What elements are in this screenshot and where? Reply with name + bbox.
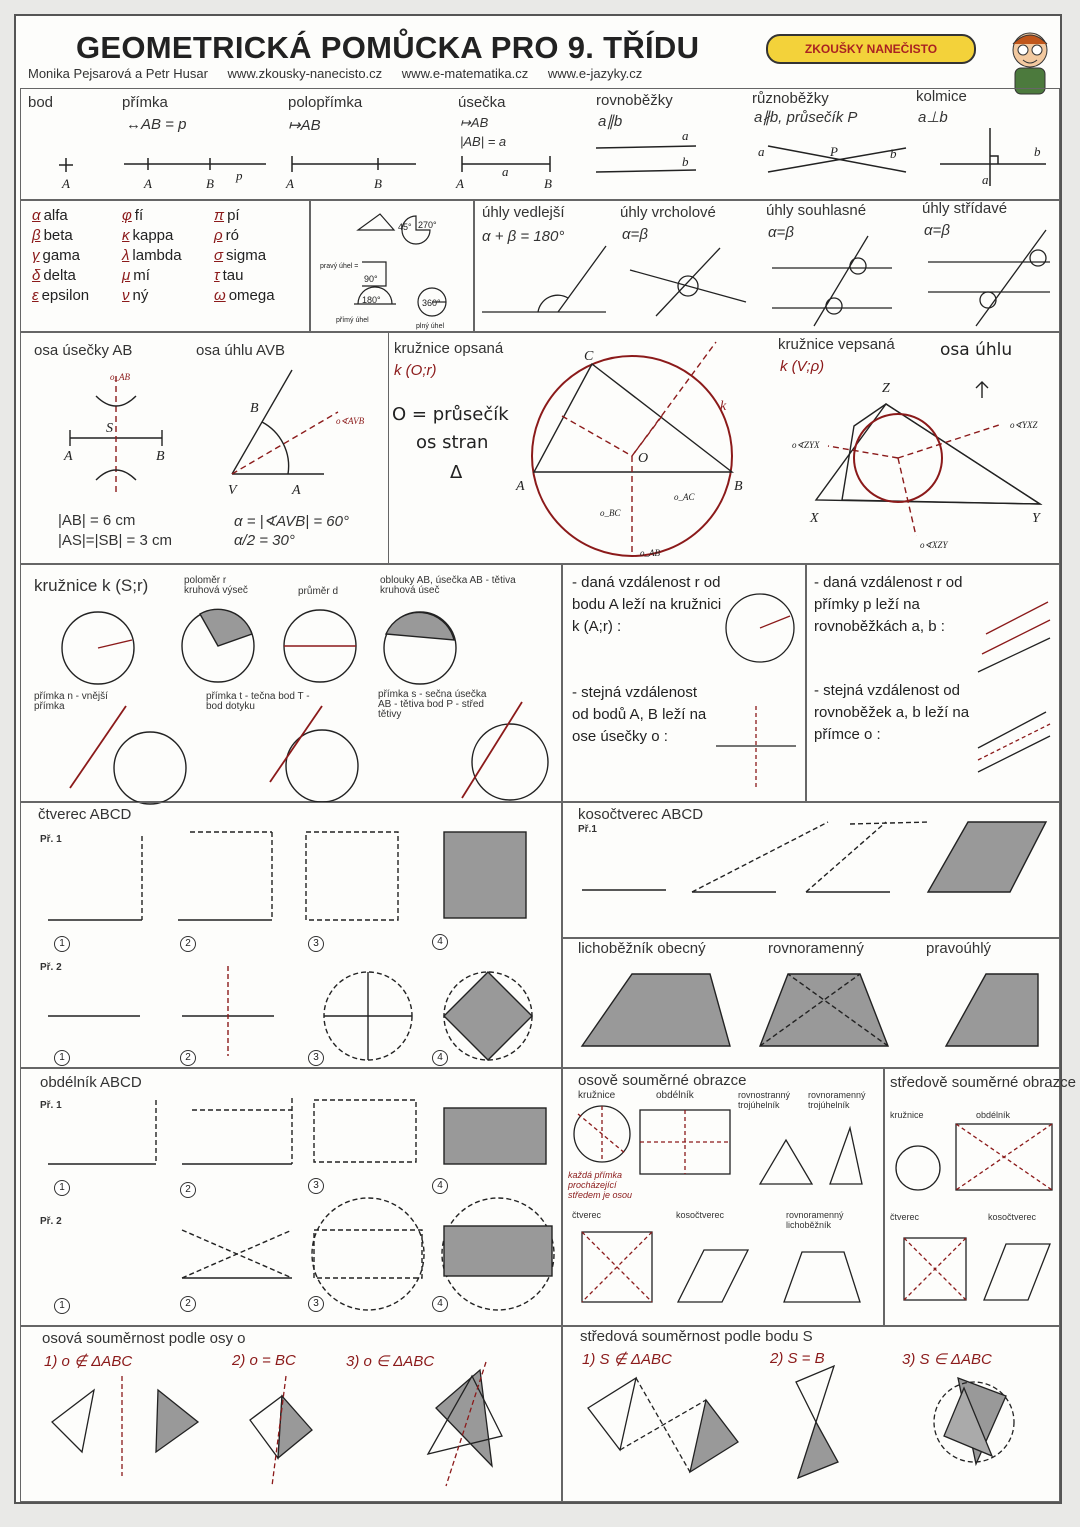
greek-name: fí [134,207,144,224]
osa-uhlu-pt-a: A [292,483,301,498]
uhly-vedlejsi-label: úhly vedlejší [482,204,565,221]
usecka-notation: ↦AB [460,115,489,130]
greek-name: alfa [43,207,68,224]
step-number: 3 [308,1178,324,1194]
greek-name: ný [132,287,149,304]
step-number: 1 [54,1298,70,1314]
uhly-vrcholove-label: úhly vrcholové [620,204,716,221]
kolmice-label: kolmice [916,88,967,105]
stredova-c2: 2) S = B [770,1350,825,1367]
stredova-label: středová souměrnost podle bodu S [580,1328,813,1345]
opsana-pt-b: B [734,479,743,494]
uhly-souhlasne-rule: α=β [768,224,794,241]
poloprimka-notation: ↦AB [288,117,321,134]
opsana-note3: Δ [450,462,463,483]
stredove-label: středově souměrné obrazce [890,1074,1076,1091]
opsana-pt-o: O [638,451,649,466]
opsana-pt-k: k [720,399,727,414]
osova-c2: 2) o = BC [232,1352,296,1369]
polomer-label: poloměr r kruhová výseč [184,575,248,596]
opsana-note1: O = průsečík [392,404,509,425]
primka-pt-p: p [236,168,243,183]
pravy-uhel-label: pravý úhel = [320,263,359,270]
opsana-pt-c: C [584,349,594,364]
rovn-pt-b: b [682,154,689,169]
osa-usecky-label: osa úsečky AB [34,342,133,359]
usecka-label: úsečka [458,94,506,111]
vepsana-o-zyx: o∢ZYX [792,440,820,450]
osa-uhlu-m1: α = |∢AVB| = 60° [234,513,349,530]
osa-uhlu-label: osa úhlu AVB [196,342,285,359]
vepsana-o-yxz: o∢YXZ [1010,420,1038,430]
osa-uhlu-pt-v: V [228,483,237,498]
vzd-primka-text: - daná vzdálenost r od přímky p leží na rovnoběžkách a, b : [814,574,963,635]
usecka-pt-len: a [502,164,509,179]
rovnoramenny-label: rovnoramenný [768,940,864,957]
osa-usecky-pt-a: A [64,449,73,464]
step-number: 2 [180,1296,196,1312]
ruznobezky-label: různoběžky [752,90,829,107]
usecka-pt-b: B [544,176,552,191]
stredove-obdelnik: obdélník [976,1110,1011,1120]
ruzn-pt-a: a [758,144,765,159]
step-number: 2 [180,936,196,952]
link-ejazyky[interactable]: www.e-jazyky.cz [547,66,643,81]
greek-symbol: λ [122,247,130,264]
greek-name: kappa [132,227,174,244]
osova-c3: 3) o ∈ ΔABC [346,1353,435,1370]
polo-pt-b: B [374,176,382,191]
vepsana-label: kružnice vepsaná [778,336,895,353]
greek-name: mí [133,267,150,284]
obdelnik-pr1: Př. 1 [40,1100,62,1111]
bod-label: bod [28,94,54,111]
usecka-pt-a: A [456,176,464,191]
kolmice-notation: a⊥b [918,109,948,126]
step-number: 4 [432,1178,448,1194]
usecka-length: |AB| = a [460,134,507,149]
osa-uhlu-m2: α/2 = 30° [234,532,295,549]
ruznobezky-notation: a∦b, průsečík P [754,109,858,126]
primka-pt-b: B [206,176,214,191]
osove-kruznice: kružnice [578,1090,616,1101]
kolm-pt-a: a [982,172,989,187]
angle-180-label: 180° [362,295,381,305]
obdelnik-label: obdélník ABCD [40,1074,142,1091]
greek-name: gama [42,247,81,264]
ctverec-pr2: Př. 2 [40,962,62,973]
rovn-pt-a: a [682,128,689,143]
step-number: 2 [180,1182,196,1198]
step-number: 1 [54,936,70,952]
ruzn-pt-b: b [890,146,897,161]
kolm-pt-b: b [1034,144,1041,159]
step-number: 3 [308,1296,324,1312]
stredove-kosoctverec: kosočtverec [988,1212,1037,1222]
greek-symbol: τ [214,267,220,284]
angle-45-label: 45° [398,222,412,232]
opsana-sub: k (O;r) [394,362,437,379]
stredova-c3: 3) S ∈ ΔABC [902,1351,992,1368]
greek-name: tau [222,267,244,284]
osove-rovnostranny: rovnostranný trojúhelník [738,1090,791,1110]
angle-360-label: 360° [422,298,441,308]
greek-symbol: δ [32,267,41,284]
osove-label: osově souměrné obrazce [578,1072,747,1089]
osa-usecky-m2: |AS|=|SB| = 3 cm [58,532,172,549]
kosoctverec-pr1: Př.1 [578,824,597,835]
greek-name: ró [225,227,239,244]
step-number: 1 [54,1050,70,1066]
vepsana-pt-z: Z [882,381,890,396]
osove-kosoctverec: kosočtverec [676,1210,725,1220]
rovnobezky-label: rovnoběžky [596,92,673,109]
greek-symbol: ε [32,287,39,304]
greek-name: sigma [226,247,267,264]
vepsana-sub: k (V;ρ) [780,358,825,375]
greek-name: epsilon [41,287,90,304]
vzd-body-text: - stejná vzdálenost od bodů A, B leží na ose úsečky o : [572,684,707,745]
vepsana-note: osa úhlu [940,340,1013,360]
greek-symbol: κ [122,227,130,244]
osa-usecky-m1: |AB| = 6 cm [58,512,136,529]
greek-symbol: β [32,227,41,244]
pravouhly-label: pravoúhlý [926,940,992,957]
stredove-kruznice: kružnice [890,1110,924,1120]
lichobeznik-label: lichoběžník obecný [578,940,706,957]
stredove-ctverec: čtverec [890,1212,920,1222]
opsana-pt-a: A [516,479,525,494]
uhly-stridave-label: úhly střídavé [922,200,1008,217]
stredova-c1: 1) S ∉ ΔABC [582,1351,672,1368]
greek-symbol: ω [214,287,226,304]
ruzn-pt-p: P [830,144,838,159]
vepsana-pt-x: X [810,511,819,526]
step-number: 1 [54,1180,70,1196]
primka-pt-a: A [144,176,152,191]
poloprimka-label: polopřímka [288,94,363,111]
opsana-note2: os stran [416,432,489,453]
greek-name: beta [43,227,73,244]
ctverec-label: čtverec ABCD [38,806,132,823]
authors: Monika Pejsarová a Petr Husar [28,66,208,81]
greek-symbol: σ [214,247,224,264]
angle-90-label: 90° [364,274,378,284]
opsana-o-bc: o_BC [600,508,621,518]
osova-c1: 1) o ∉ ΔABC [44,1353,133,1370]
greek-name: omega [228,287,275,304]
greek-symbol: γ [32,247,40,264]
ctverec-pr1: Př. 1 [40,834,62,845]
step-number: 2 [180,1050,196,1066]
angle-270-label: 270° [418,220,437,230]
osa-usecky-o: o_AB [110,372,130,382]
vnejsi-primka-label: přímka n - vnější přímka [34,691,108,712]
central-reflection-drawings [16,16,1064,1516]
vzd-rovnobezky-text: - stejná vzdálenost od rovnoběžek a, b leží na přímce o : [814,682,970,743]
link-zkousky[interactable]: www.zkousky-nanecisto.cz [227,66,383,81]
plny-uhel-label: plný úhel [416,323,445,330]
osove-rovnoramenny: rovnoramenný trojúhelník [808,1090,866,1110]
greek-symbol: α [32,207,41,224]
greek-symbol: ρ [214,227,223,244]
step-number: 3 [308,1050,324,1066]
osove-ctverec: čtverec [572,1210,602,1220]
uhly-souhlasne-label: úhly souhlasné [766,202,867,219]
kruznice-label: kružnice k (S;r) [34,576,149,595]
rovnobezky-notation: a∥b [598,113,623,130]
link-ematematika[interactable]: www.e-matematika.cz [401,66,529,81]
primka-label: přímka [122,94,168,111]
greek-name: lambda [132,247,182,264]
kosoctverec-label: kosočtverec ABCD [578,806,704,823]
step-number: 4 [432,1296,448,1312]
pt-a-bod: A [62,176,70,191]
greek-name: pí [227,207,240,224]
osa-usecky-pt-b: B [156,449,165,464]
polo-pt-a: A [286,176,294,191]
osa-usecky-pt-s: S [106,421,113,436]
uhly-vedlejsi-rule: α + β = 180° [482,228,565,245]
step-number: 4 [432,934,448,950]
opsana-o-ab: o_AB [640,548,660,558]
greek-symbol: π [214,207,225,224]
vepsana-pt-y: Y [1032,511,1040,526]
greek-name: delta [43,267,76,284]
uhly-stridave-rule: α=β [924,222,950,239]
secna-label: přímka s - sečna úsečka AB - tětiva bod P - střed tětivy [378,689,487,720]
brand-logo: ZKOUŠKY NANEČISTO [766,34,976,64]
vepsana-o-xzy: o∢XZY [920,540,948,550]
primka-notation: ↔AB = p [126,116,187,133]
oblouky-label: oblouky AB, úsečka AB - tětiva kruhová úseč [380,575,516,596]
page-title: GEOMETRICKÁ POMŮCKA PRO 9. TŘÍDU [76,30,700,65]
opsana-label: kružnice opsaná [394,340,504,357]
osova-label: osová souměrnost podle osy o [42,1330,246,1347]
prumer-label: průměr d [298,586,339,597]
geometry-cheatsheet [14,14,1076,1504]
greek-symbol: φ [122,207,132,224]
uhly-vrcholove-rule: α=β [622,226,648,243]
obdelnik-pr2: Př. 2 [40,1216,62,1227]
step-number: 3 [308,936,324,952]
osove-obdelnik: obdélník [656,1090,694,1101]
osa-uhlu-o: o∢AVB [336,416,365,426]
greek-symbol: μ [122,267,131,284]
opsana-o-ac: o_AC [674,492,695,502]
primy-uhel-label: přímý úhel [336,317,369,324]
greek-symbol: ν [122,287,130,304]
osa-uhlu-pt-b: B [250,401,259,416]
step-number: 4 [432,1050,448,1066]
osove-lichobeznik: rovnoramenný lichoběžník [786,1210,844,1230]
osove-primka-note: každá přímka procházející středem je osou [568,1170,633,1200]
vzd-bod-text: - daná vzdálenost r od bodu A leží na kružnici k (A;r) : [572,574,722,635]
tecna-label: přímka t - tečna bod T - bod dotyku [206,691,310,712]
